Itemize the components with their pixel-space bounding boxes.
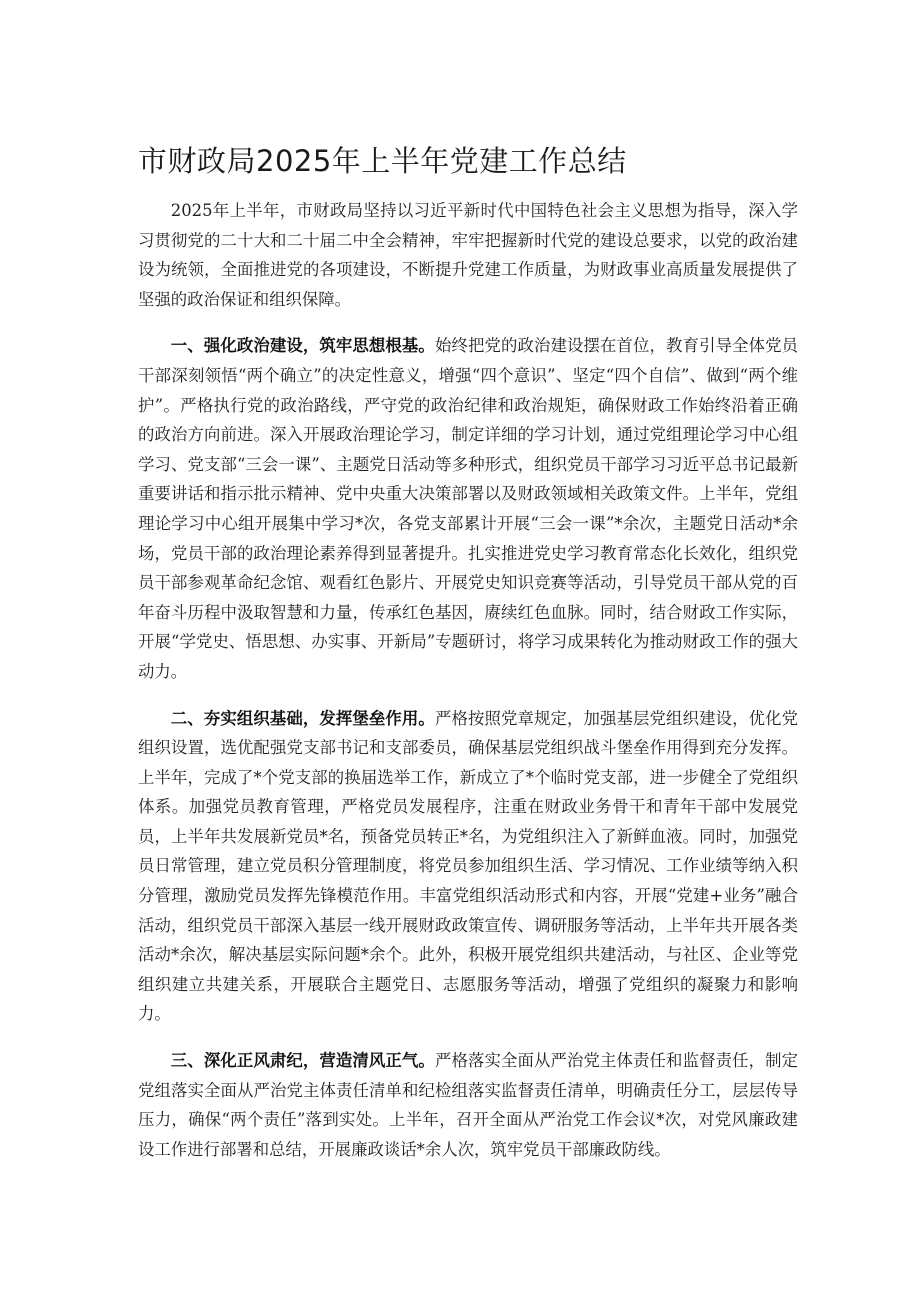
document-title: 市财政局2025年上半年党建工作总结: [138, 144, 627, 178]
section-1-paragraph: [138, 331, 798, 686]
section-1-heading: 一、强化政治建设，筑牢思想根基。: [170, 336, 435, 356]
section-3-heading: 三、深化正风肃纪，营造清风正气。: [170, 1051, 435, 1071]
section-2-paragraph: [138, 704, 798, 1030]
section-1-body: 始终把党的政治建设摆在首位，教育引导全体党员干部深刻领悟“两个确立”的决定性意义，增强“四个意识”、坚定“四个自信”、做到“两个维护”。严格执行党的政治路线，严守党的政治纪律和政治规矩，确保财政工作始终沿着正确的政治方向前进。深入开展政治理论学习，制定详细的学习计划，通过党组理论学习中心组学习、党支部“三会一课”、主题党日活动等多种形式，组织党员干部学习习近平总书记最新重要讲话和指示批示精神、党中央重大决策部署以及财政领域相关政策文件。上半年，党组理论学习中心组开展集中学习*次，各党支部累计开展“三会一课”*余次，主题党日活动*余场，党员干部的政治理论素养得到显著提升。扎实推进党史学习教育常态化长效化，组织党员干部参观革命纪念馆、观看红色影片、开展党史知识竞赛等活动，引导党员干部从党的百年奋斗历程中汲取智慧和力量，传承红色基因，赓续红色血脉。同时，结合财政工作实际，开展“学党史、悟思想、办实事、开新局”专题研讨，将学习成果转化为推动财政工作的强大动力。: [138, 336, 799, 681]
section-3-paragraph: [138, 1046, 798, 1164]
document-body: [138, 196, 798, 1181]
section-3-body: 严格落实全面从严治党主体责任和监督责任，制定党组落实全面从严治党主体责任清单和纪检组落实监督责任清单，明确责任分工，层层传导压力，确保“两个责任”落到实处。上半年，召开全面从严治党工作会议*次，对党风廉政建设工作进行部署和总结，开展廉政谈话*余人次，筑牢党员干部廉政防线。: [138, 1051, 799, 1159]
intro-paragraph: 2025年上半年，市财政局坚持以习近平新时代中国特色社会主义思想为指导，深入学习贯彻党的二十大和二十届二中全会精神，牢牢把握新时代党的建设总要求，以党的政治建设为统领，全面推进党的各项建设，不断提升党建工作质量，为财政事业高质量发展提供了坚强的政治保证和组织保障。: [138, 201, 798, 309]
section-2-heading: 二、夯实组织基础，发挥堡垒作用。: [170, 708, 435, 728]
section-2-body: 严格按照党章规定，加强基层党组织建设，优化党组织设置，选优配强党支部书记和支部委员，确保基层党组织战斗堡垒作用得到充分发挥。上半年，完成了*个党支部的换届选举工作，新成立了*个临时党支部，进一步健全了党组织体系。加强党员教育管理，严格党员发展程序，注重在财政业务骨干和青年干部中发展党员，上半年共发展新党员*名，预备党员转正*名，为党组织注入了新鲜血液。同时，加强党员日常管理，建立党员积分管理制度，将党员参加组织生活、学习情况、工作业绩等纳入积分管理，激励党员发挥先锋模范作用。丰富党组织活动形式和内容，开展“党建+业务”融合活动，组织党员干部深入基层一线开展财政政策宣传、调研服务等活动，上半年共开展各类活动*余次，解决基层实际问题*余个。此外，积极开展党组织共建活动，与社区、企业等党组织建立共建关系，开展联合主题党日、志愿服务等活动，增强了党组织的凝聚力和影响力。: [138, 708, 799, 1024]
